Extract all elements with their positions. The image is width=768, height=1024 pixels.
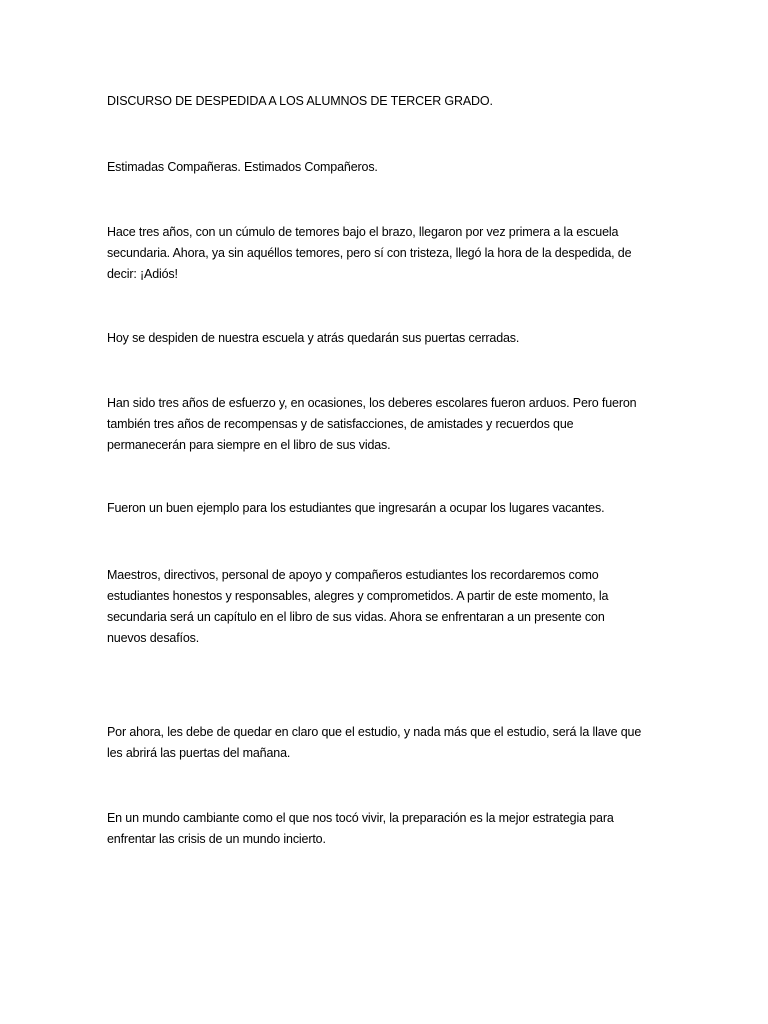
greeting [107, 157, 663, 178]
paragraph-line: estudiantes honestos y responsables, alegres y comprometidos. A partir de este momento, la [107, 589, 609, 603]
paragraph-1 [107, 222, 663, 285]
paragraph-line: les abrirá las puertas del mañana. [107, 746, 291, 760]
paragraph-line: Maestros, directivos, personal de apoyo y compañeros estudiantes los recordaremos como [107, 568, 599, 582]
paragraph-line: enfrentar las crisis de un mundo incierto. [107, 832, 326, 846]
paragraph-line: permanecerán para siempre en el libro de sus vidas. [107, 438, 391, 452]
paragraph-3 [107, 393, 663, 456]
paragraph-line: Por ahora, les debe de quedar en claro que el estudio, y nada más que el estudio, será la llave que [107, 725, 642, 739]
paragraph-line: Hoy se despiden de nuestra escuela y atrás quedarán sus puertas cerradas. [107, 331, 520, 345]
paragraph-2 [107, 328, 663, 349]
paragraph-7 [107, 808, 663, 850]
paragraph-line: secundaria será un capítulo en el libro de sus vidas. Ahora se enfrentaran a un presente con [107, 610, 605, 624]
title-line: DISCURSO DE DESPEDIDA A LOS ALUMNOS DE TERCER GRADO. [107, 94, 493, 108]
paragraph-line: Fueron un buen ejemplo para los estudiantes que ingresarán a ocupar los lugares vacantes. [107, 501, 605, 515]
paragraph-line: secundaria. Ahora, ya sin aquéllos temores, pero sí con tristeza, llegó la hora de la despedida, de [107, 246, 632, 260]
document-title [107, 91, 663, 112]
paragraph-line: Hace tres años, con un cúmulo de temores bajo el brazo, llegaron por vez primera a la escuela [107, 225, 619, 239]
paragraph-4 [107, 498, 663, 519]
paragraph-line: también tres años de recompensas y de satisfacciones, de amistades y recuerdos que [107, 417, 574, 431]
paragraph-line: decir: ¡Adiós! [107, 267, 178, 281]
greeting-line: Estimadas Compañeras. Estimados Compañeros. [107, 160, 378, 174]
paragraph-line: Han sido tres años de esfuerzo y, en ocasiones, los deberes escolares fueron arduos. Pero fueron [107, 396, 637, 410]
paragraph-6 [107, 722, 663, 764]
paragraph-line: nuevos desafíos. [107, 631, 200, 645]
paragraph-5 [107, 565, 663, 649]
paragraph-line: En un mundo cambiante como el que nos tocó vivir, la preparación es la mejor estrategia para [107, 811, 614, 825]
